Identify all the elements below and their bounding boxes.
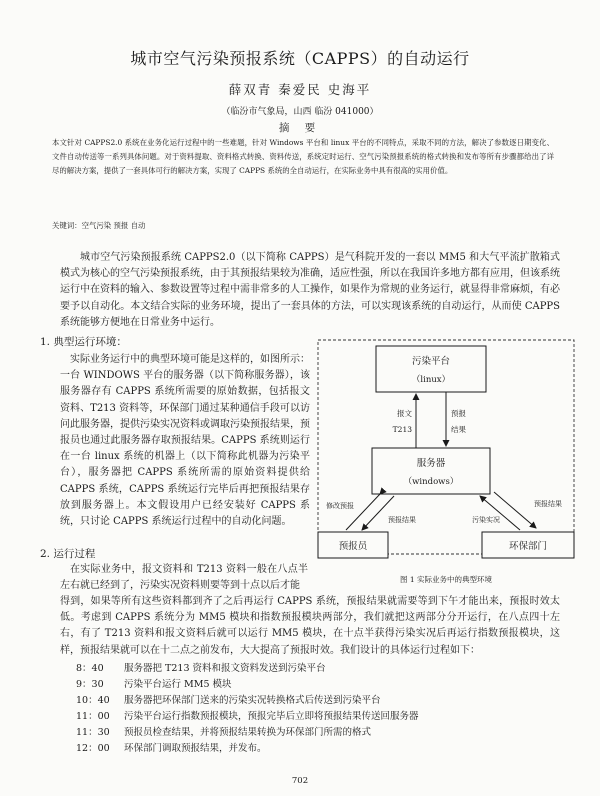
arrow-env-to-server	[480, 496, 520, 530]
schedule-item	[76, 741, 267, 757]
figure-frame	[318, 340, 574, 554]
schedule-task: 污染平台运行 MM5 模块	[124, 679, 232, 690]
schedule-item	[76, 693, 381, 709]
node-forecaster-label: 预报员	[338, 541, 368, 552]
schedule-item	[76, 661, 326, 677]
edge-right-label-2: 结果	[451, 425, 466, 434]
diag-right-in-label: 污染实况	[472, 516, 500, 524]
section-1-text: 实际业务运行中的典型环境可能是这样的，如图所示：一台 WINDOWS 平台的服务器（以下简称服务器），该服务器存有 CAPPS 系统所需要的原始数据，包括报文资料、T213 资料等，环保部门通过某种通信手段可以访问此服务器，提供污染实况资料或调取污染预报结果，预报员也通过此服务器存取预报结果。CAPPS 系统则运行在一台 linux 系统的机器上（以下简称此机器为污染平台），服务器把 CAPPS 系统所需的原始资料提供给 CAPPS 系统，CAPPS 系统运行完毕后再把预报结果存放到服务器上。本文假设用户已经安装好 CAPPS 系统，只讨论 CAPPS 系统运行过程中的自动化问题。	[60, 354, 310, 528]
schedule-task: 环保部门调取预报结果，并发布。	[124, 743, 267, 754]
arrow-server-to-env	[494, 492, 536, 528]
section-1-heading: 1. 典型运行环境：	[40, 336, 127, 348]
schedule-task: 服务器把 T213 资料和报文资料发送到污染平台	[124, 663, 326, 674]
edge-right-label-1: 预报	[451, 409, 466, 418]
schedule-time: 12：00	[76, 743, 110, 754]
node-server-box	[372, 448, 490, 494]
arrow-forecaster-to-server	[346, 494, 380, 530]
schedule-time: 11：00	[76, 711, 110, 722]
schedule-time: 9：30	[76, 679, 104, 690]
abstract-text: 本文针对 CAPPS2.0 系统在业务化运行过程中的一些难题，针对 Windows 平台和 linux 平台的不同特点，采取不同的方法，解决了参数逐日期变化、文件自动传送等一系列具体问题。对于资料提取、资料格式转换、资料传送，系统定时运行、空气污染预报系统的格式转换和发布等所有步骤都给出了详尽的解决方案，提供了一套具体可行的解决方案，实现了 CAPPS 系统的全自动运行，在实际业务中具有很高的实用价值。	[52, 138, 554, 175]
figure-1-diagram	[316, 338, 576, 590]
node-platform-sub: （linux）	[411, 375, 451, 385]
paper-title: 城市空气污染预报系统（CAPPS）的自动运行	[130, 49, 470, 68]
section-2-text-a: 在实际业务中，报文资料和 T213 资料一般在八点半左右就已经到了，污染实况资料则要等到十点以后才能	[60, 564, 308, 592]
diag-right-out-label: 预报结果	[534, 500, 562, 508]
edge-left-label-1: 报文	[397, 409, 412, 418]
schedule-task: 污染平台运行指数预报模块，预报完毕后立即将预报结果传送回服务器	[124, 711, 419, 722]
node-server-label: 服务器	[416, 458, 446, 469]
section-2-text-b: 得到，如果等所有这些资料都到齐了之后再运行 CAPPS 系统，预报结果就需要等到下午才能出来，预报时效太低。考虑到 CAPPS 系统分为 MM5 模块和指数预报模块两部分，我们就把这两部分分开运行，在八点四十左右，有了 T213 资料和报文资料后就可以运行 MM5 模块，在十点半获得污染实况后再运行指数预报模块，这样，预报结果就可以在十二点之前发布，大大提高了预报时效。我们设计的具体运行过程如下：	[60, 596, 560, 656]
schedule-task: 预报员检查结果，并将预报结果转换为环保部门所需的格式	[124, 727, 372, 738]
schedule-time: 8：40	[76, 663, 104, 674]
intro-paragraph: 城市空气污染预报系统 CAPPS2.0（以下简称 CAPPS）是气科院开发的一套以 MM5 和大气平流扩散箱式模式为核心的空气污染预报系统，由于其预报结果较为准确，适应性强，所以在我国许多地方都有应用，但该系统运行中在资料的输入、参数设置等过程中需非常多的人工操作，如果作为常规的业务运行，就显得非常麻烦，有必要予以自动化。本文结合实际的业务环境，提出了一套具体的方法，可以实现该系统的自动运行，从而使 CAPPS 系统能够方便地在日常业务中运行。	[60, 252, 560, 328]
paper-authors: 薛双青 秦爱民 史海平	[228, 82, 372, 97]
node-platform-label: 污染平台	[411, 356, 451, 367]
node-server-sub: （windows）	[403, 477, 459, 487]
schedule-item	[76, 725, 371, 741]
keywords: 关键词：空气污染 预报 自动	[52, 221, 146, 230]
diag-left-in-label: 预报结果	[388, 516, 416, 524]
schedule-time: 10：40	[76, 695, 110, 706]
schedule-item	[76, 709, 419, 725]
schedule-time: 11：30	[76, 727, 110, 738]
edge-left-label-2: T213	[392, 425, 412, 434]
page-number: 702	[291, 776, 309, 786]
author-affiliation: （临汾市气象局，山西 临汾 041000）	[221, 107, 379, 117]
schedule-task: 服务器把环保部门送来的污染实况转换格式后传送到污染平台	[124, 695, 381, 706]
arrow-server-to-forecaster	[362, 496, 394, 530]
diag-left-out-label: 修改预报	[326, 502, 354, 510]
section-2-heading: 2. 运行过程	[40, 548, 96, 560]
abstract-heading: 摘 要	[278, 122, 322, 134]
figure-caption: 图 1 实际业务中的典型环境	[399, 575, 493, 584]
schedule-item	[76, 677, 232, 693]
node-env-label: 环保部门	[508, 541, 548, 552]
node-platform-box	[376, 346, 486, 392]
